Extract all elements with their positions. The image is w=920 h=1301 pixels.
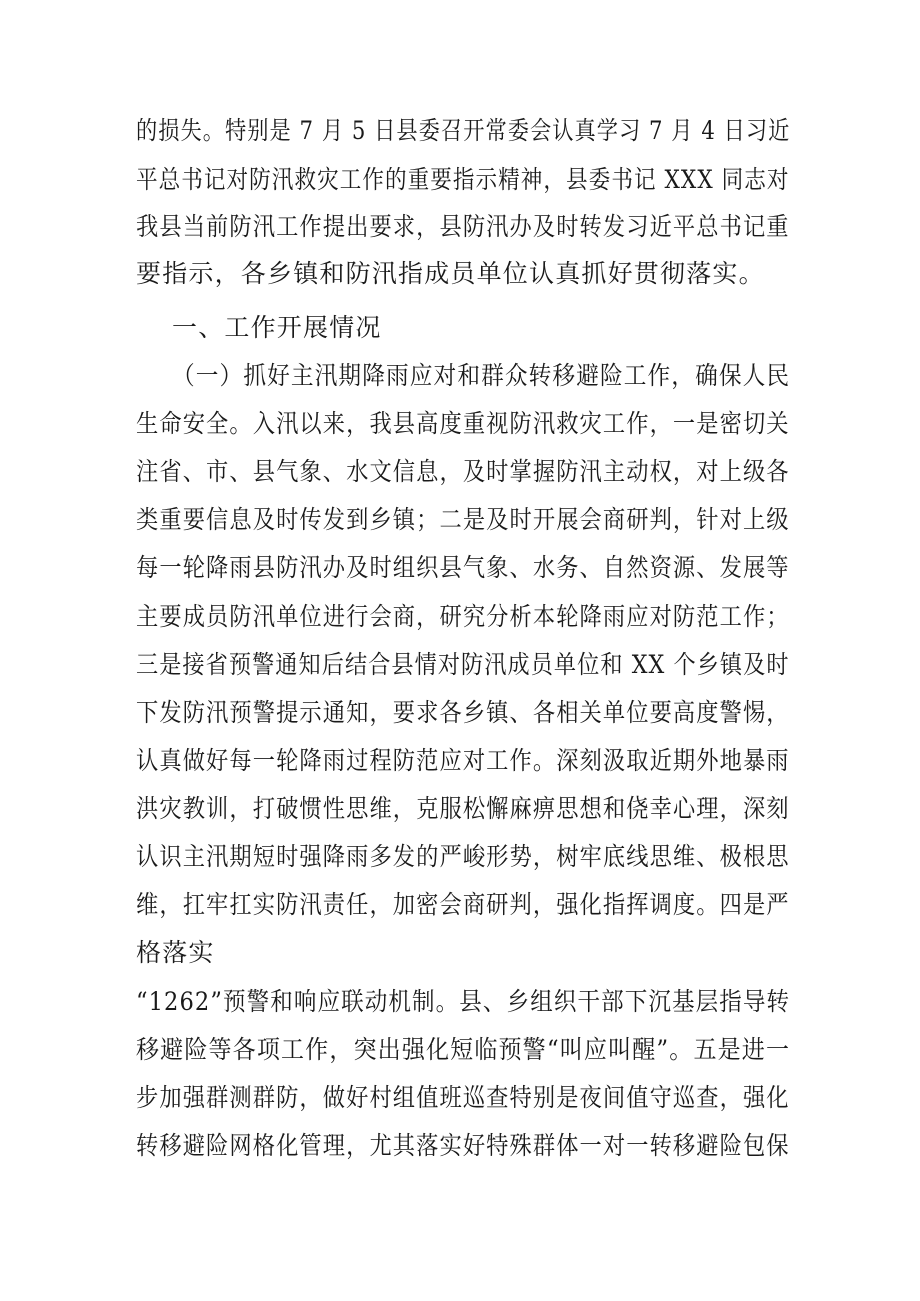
text-line-21: 步加强群测群防，做好村组值班巡查特别是夜间值守巡查，强化 [136, 1083, 790, 1112]
text-line-19: “1262”预警和响应联动机制。县、乡组织干部下沉基层指导转 [136, 987, 791, 1016]
text-line-22: 转移避险网格化管理，尤其落实好特殊群体一对一转移避险包保 [136, 1131, 790, 1160]
text-line-18: 格落实 [136, 938, 215, 967]
text-line-2: 平总书记对防汛救灾工作的重要指示精神，县委书记 XXX 同志对 [136, 165, 790, 194]
text-line-17: 维，扛牢扛实防汛责任，加密会商研判，强化指挥调度。四是严 [136, 890, 790, 919]
text-line-3: 我县当前防汛工作提出要求，县防汛办及时转发习近平总书记重 [136, 212, 790, 241]
text-line-14: 认真做好每一轮降雨过程防范应对工作。深刻汲取近期外地暴雨 [136, 746, 790, 775]
text-line-10: 每一轮降雨县防汛办及时组织县气象、水务、自然资源、发展等 [136, 553, 790, 582]
text-line-9: 类重要信息及时传发到乡镇；二是及时开展会商研判，针对上级 [136, 505, 790, 534]
subsection-heading-line: （一）抓好主汛期降雨应对和群众转移避险工作，确保人民 [172, 361, 791, 390]
text-line-15: 洪灾教训，打破惯性思维，克服松懈麻痹思想和侥幸心理，深刻 [136, 794, 790, 823]
text-line-8: 注省、市、县气象、水文信息，及时掌握防汛主动权，对上级各 [136, 457, 790, 486]
section-heading: 一、工作开展情况 [172, 313, 382, 342]
text-line-12: 三是接省预警通知后结合县情对防汛成员单位和 XX 个乡镇及时 [136, 650, 790, 679]
text-line-7: 生命安全。入汛以来，我县高度重视防汛救灾工作，一是密切关 [136, 409, 790, 438]
text-line-20: 移避险等各项工作，突出强化短临预警“叫应叫醒”。五是进一 [136, 1035, 791, 1064]
text-line-16: 认识主汛期短时强降雨多发的严峻形势，树牢底线思维、极根思 [136, 842, 790, 871]
text-line-11: 主要成员防汛单位进行会商，研究分析本轮降雨应对防范工作； [136, 602, 790, 631]
text-line-13: 下发防汛预警提示通知，要求各乡镇、各相关单位要高度警惕， [136, 698, 790, 727]
text-line-1: 的损失。特别是 7 月 5 日县委召开常委会认真学习 7 月 4 日习近 [136, 116, 791, 145]
text-line-4: 要指示，各乡镇和防汛指成员单位认真抓好贯彻落实。 [136, 259, 765, 288]
